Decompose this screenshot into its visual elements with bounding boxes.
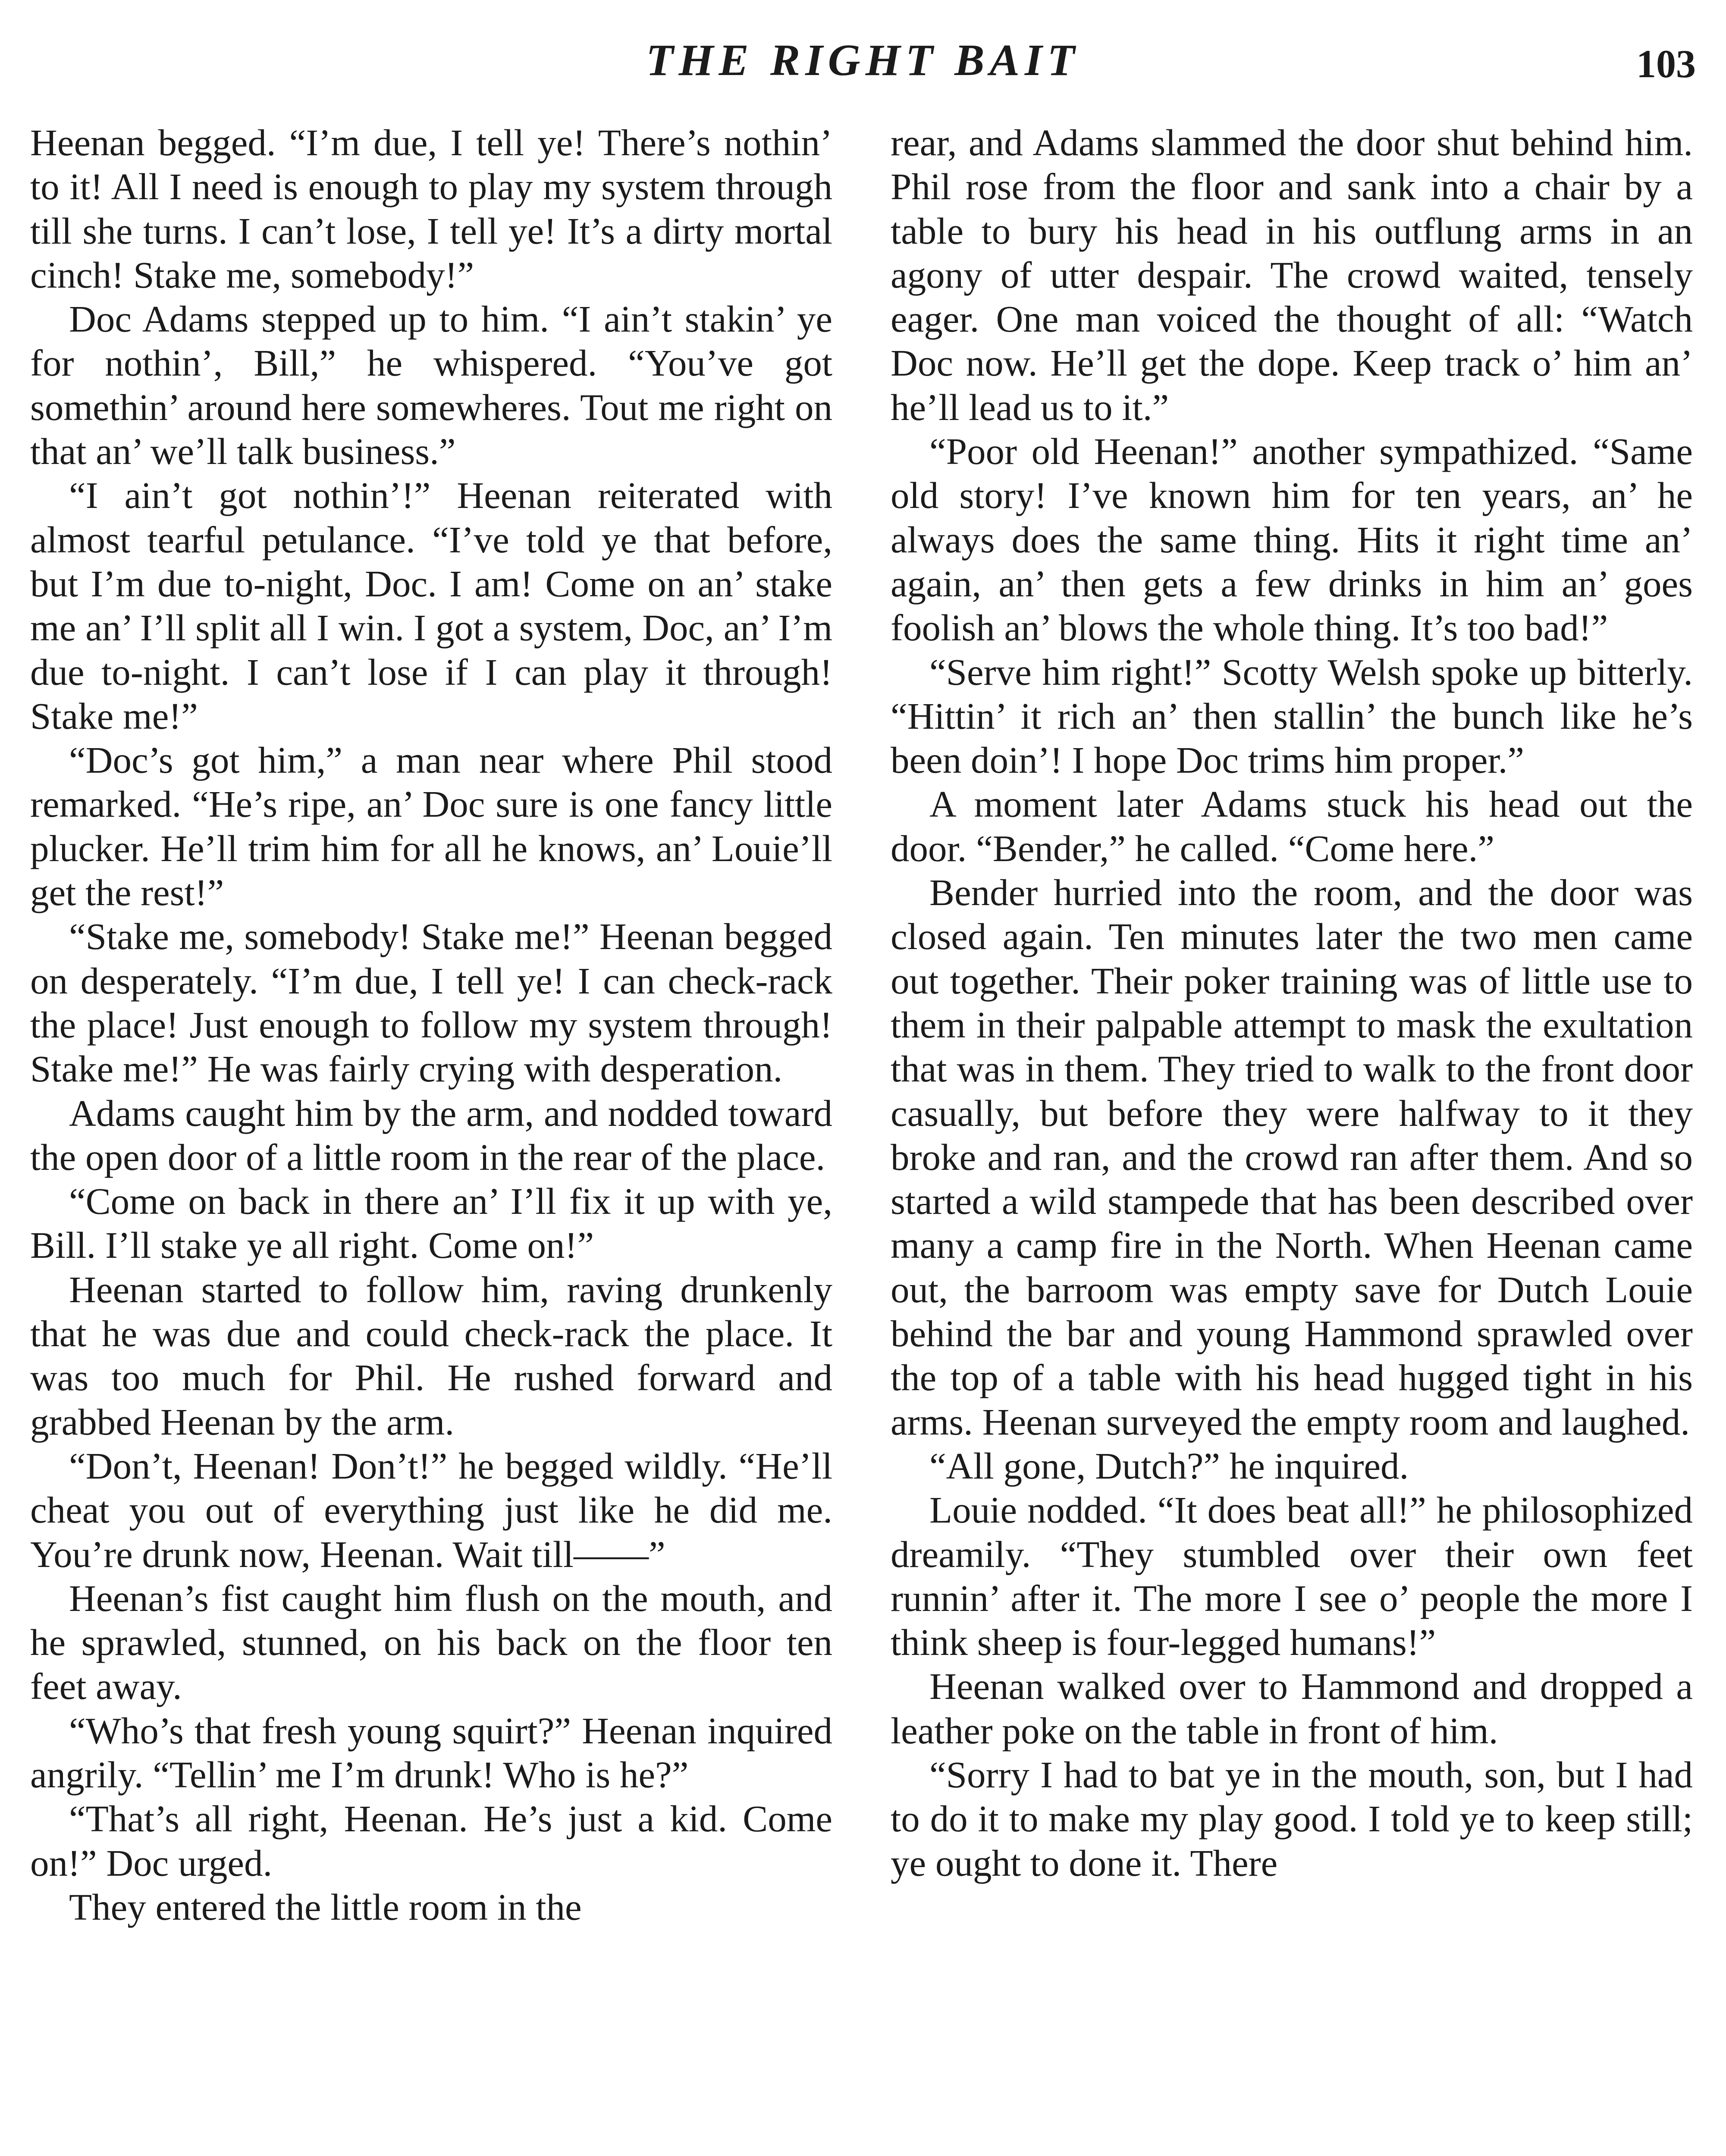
paragraph: “Serve him right!” Scotty Welsh spoke up bitterly. “Hittin’ it rich an’ then stallin’ the bunch like he’s been doin’! I hope Doc trims him proper.” bbox=[891, 651, 1693, 781]
paragraph: Heenan’s fist caught him flush on the mouth, and he sprawled, stunned, on his back on the floor ten feet away. bbox=[30, 1577, 832, 1708]
paragraph: “Who’s that fresh young squirt?” Heenan inquired angrily. “Tellin’ me I’m drunk! Who is he?” bbox=[30, 1709, 832, 1796]
paragraph: “That’s all right, Heenan. He’s just a kid. Come on!” Doc urged. bbox=[30, 1798, 832, 1884]
left-column bbox=[30, 121, 832, 2156]
paragraph: “All gone, Dutch?” he inquired. bbox=[929, 1445, 1409, 1487]
paragraph: “Poor old Heenan!” another sympathized. “Same old story! I’ve known him for ten years, an’ he always does the same thing. Hits it right time an’ again, an’ then gets a few drinks in him an’ goes foolish an’ blows the whole thing. It’s too bad!” bbox=[891, 430, 1693, 649]
paragraph: “Come on back in there an’ I’ll fix it up with ye, Bill. I’ll stake ye all right. Come on!” bbox=[30, 1180, 832, 1266]
paragraph: “Doc’s got him,” a man near where Phil stood remarked. “He’s ripe, an’ Doc sure is one fancy little plucker. He’ll trim him for all he knows, an’ Louie’ll get the rest!” bbox=[30, 739, 832, 914]
paragraph: rear, and Adams slammed the door shut behind him. Phil rose from the floor and sank into a chair by a table to bury his head in his outflung arms in an agony of utter despair. The crowd waited, tensely eager. One man voiced the thought of all: “Watch Doc now. He’ll get the dope. Keep track o’ him an’ he’ll lead us to it.” bbox=[891, 122, 1693, 428]
paragraph: Heenan begged. “I’m due, I tell ye! There’s nothin’ to it! All I need is enough to play my system through till she turns. I can’t lose, I tell ye! It’s a dirty mortal cinch! Stake me, somebody!” bbox=[30, 122, 832, 296]
paragraph: A moment later Adams stuck his head out the door. “Bender,” he called. “Come here.” bbox=[891, 783, 1693, 869]
page-header bbox=[0, 30, 1726, 91]
running-title: THE RIGHT BAIT bbox=[646, 35, 1080, 85]
paragraph: Adams caught him by the arm, and nodded toward the open door of a little room in the rear of the place. bbox=[30, 1092, 832, 1178]
paragraph: Heenan started to follow him, raving drunkenly that he was due and could check-rack the place. It was too much for Phil. He rushed forward and grabbed Heenan by the arm. bbox=[30, 1268, 832, 1443]
paragraph: “I ain’t got nothin’!” Heenan reiterated with almost tearful petulance. “I’ve told ye that before, but I’m due to-night, Doc. I am! Come on an’ stake me an’ I’ll split all I win. I got a system, Doc, an’ I’m due to-night. I can’t lose if I can play it through! Stake me!” bbox=[30, 474, 832, 737]
paragraph: “Don’t, Heenan! Don’t!” he begged wildly. “He’ll cheat you out of everything just like he did me. You’re drunk now, Heenan. Wait till——” bbox=[30, 1445, 832, 1575]
paragraph: Bender hurried into the room, and the door was closed again. Ten minutes later the two men came out together. Their poker training was of little use to them in their palpable attempt to mask the exultation that was in them. They tried to walk to the front door casually, but before they were halfway to it they broke and ran, and the crowd ran after them. And so started a wild stampede that has been described over many a camp fire in the North. When Heenan came out, the barroom was empty save for Dutch Louie behind the bar and young Hammond sprawled over the top of a table with his head hugged tight in his arms. Heenan surveyed the empty room and laughed. bbox=[891, 871, 1693, 1443]
paragraph: Louie nodded. “It does beat all!” he philosophized dreamily. “They stumbled over their own feet runnin’ after it. The more I see o’ people the more I think sheep is four-legged humans!” bbox=[891, 1489, 1693, 1664]
paragraph: “Stake me, somebody! Stake me!” Heenan begged on desperately. “I’m due, I tell ye! I can check-rack the place! Just enough to follow my system through! Stake me!” He was fairly crying with desperation. bbox=[30, 915, 832, 1090]
paragraph: “Sorry I had to bat ye in the mouth, son, but I had to do it to make my play good. I told ye to keep still; ye ought to done it. There bbox=[891, 1753, 1693, 1884]
paragraph: Heenan walked over to Hammond and dropped a leather poke on the table in front of him. bbox=[891, 1665, 1693, 1752]
paragraph: Doc Adams stepped up to him. “I ain’t stakin’ ye for nothin’, Bill,” he whispered. “You’ve got somethin’ around here somewheres. Tout me right on that an’ we’ll talk business.” bbox=[30, 298, 832, 473]
paragraph: They entered the little room in the bbox=[69, 1886, 582, 1928]
page-number: 103 bbox=[1636, 42, 1696, 86]
right-column bbox=[891, 121, 1693, 2156]
